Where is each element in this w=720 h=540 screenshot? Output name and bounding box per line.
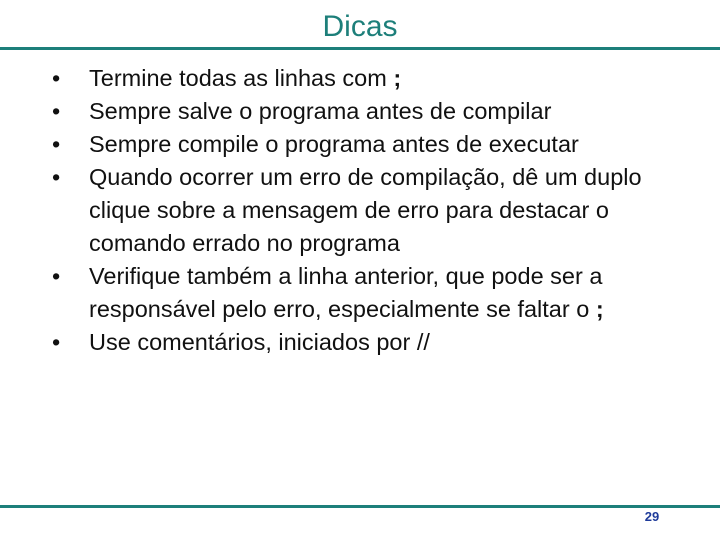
bullet-icon: • — [52, 131, 61, 157]
bullet-item-1 — [52, 62, 672, 95]
bullet-item-3 — [52, 128, 672, 161]
slide-title: Dicas — [322, 10, 398, 43]
title-divider — [0, 47, 720, 50]
bullet-text: Sempre salve o programa antes de compilar — [89, 98, 552, 124]
footer-divider — [0, 505, 720, 508]
bullet-code: ; — [393, 65, 402, 91]
bullet-icon: • — [52, 65, 61, 91]
bullet-icon: • — [52, 263, 61, 289]
bullet-item-6 — [52, 326, 672, 359]
bullet-item-4 — [52, 161, 672, 260]
bullet-text: Quando ocorrer um erro de compilação, dê um duplo clique sobre a mensagem de erro para destacar o comando errado no programa — [89, 164, 642, 256]
bullet-text: Termine todas as linhas com — [89, 65, 394, 91]
bullet-code: ; — [595, 296, 604, 322]
bullet-text: Sempre compile o programa antes de executar — [89, 131, 579, 157]
bullet-text: Verifique também a linha anterior, que pode ser a responsável pelo erro, especialmente se faltar o — [89, 263, 603, 322]
page-number: 29 — [644, 509, 660, 524]
bullet-item-5 — [52, 260, 672, 326]
bullet-text: Use comentários, iniciados por // — [89, 329, 430, 355]
bullet-icon: • — [52, 98, 61, 124]
bullet-icon: • — [52, 329, 61, 355]
bullet-item-2 — [52, 95, 672, 128]
bullet-icon: • — [52, 164, 61, 190]
bullet-list — [52, 62, 672, 359]
